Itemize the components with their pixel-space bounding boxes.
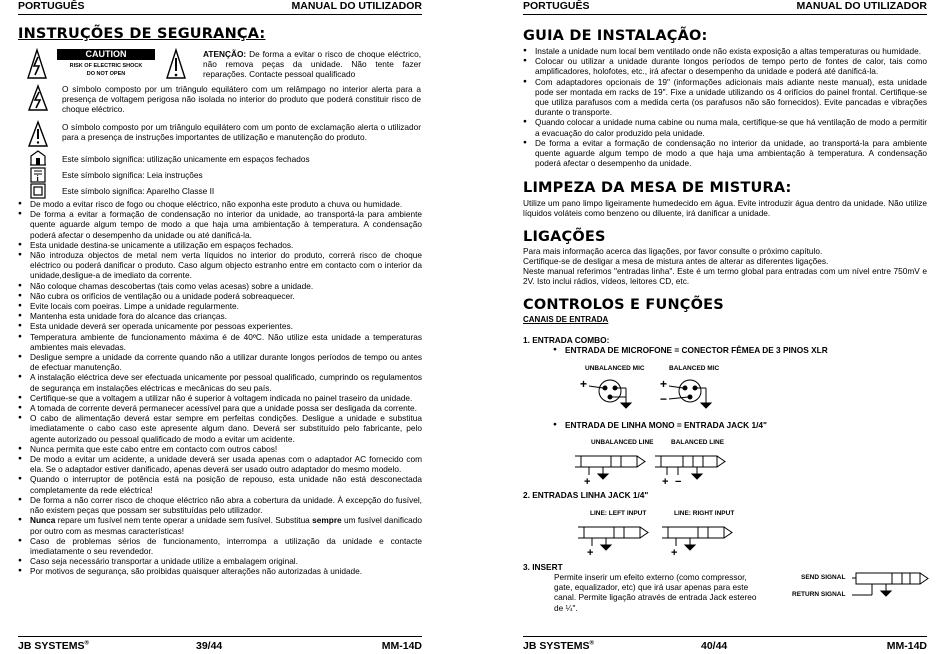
page-header [523, 0, 927, 15]
connections-line-1: Para mais informação acerca das ligações, por favor consulte o próximo capítulo. [523, 246, 823, 256]
safety-title: INSTRUÇÕES DE SEGURANÇA: [18, 26, 266, 42]
footer-brand-text: JB SYSTEMS [523, 640, 590, 652]
header-language: PORTUGUÊS [18, 0, 85, 12]
right-page [475, 0, 950, 654]
connections-title: LIGAÇÕES [523, 229, 606, 245]
safety-bullet-list [18, 199, 422, 577]
insert-jack-diagram [852, 565, 938, 610]
connections-line-3: Neste manual referimos "entradas linha". Este é um termo global para entradas com um nível entre 750mV e 2V. Isto inclui rádios, vídeos, leitores CD, etc. [523, 266, 927, 287]
install-bullet-list [523, 46, 927, 168]
list-item: ● Quando colocar a unidade numa cabine ou numa mala, certifique-se que há ventilação de modo a permitir a evacuação do calor produzido pela unidade. [523, 117, 927, 137]
sempre-word: sempre [312, 515, 342, 526]
footer-brand [18, 640, 89, 652]
footer-model: MM-14D [381, 640, 422, 652]
svg-text:+: + [671, 547, 678, 557]
insert-text: Permite inserir um efeito externo (como compressor, gate, equalizador, etc) que irá usar apenas para este canal. Permite ligação através de entrada Jack estereo de ¼". [554, 572, 757, 613]
header-title: MANUAL DO UTILIZADOR [291, 0, 422, 12]
list-item: ● Por motivos de segurança, são proibidas quaisquer alterações não autorizadas à unidade. [18, 566, 422, 576]
list-item: ● Instale a unidade num local bem ventilado onde não exista exposição a altas temperaturas ou humidade. [523, 46, 927, 56]
list-item: ● De forma a evitar a formação de condensação no interior da unidade, ao transportá-la para ambiente quente aguarde algum tempo de modo a que haja uma ambientação à temperatura. A condensação poderá afectar o desempenho da unidade. [523, 138, 927, 169]
combo-line-item: ● ENTRADA DE LINHA MONO = ENTRADA JACK 1/4" [553, 420, 913, 430]
footer-brand [523, 640, 594, 652]
fuse-text-2: um fusível danificado por outro com as mesmas características! [30, 515, 423, 536]
lightning-warning-icon [28, 84, 48, 117]
atencao-text: De forma a evitar o risco de choque eléctrico, não remova peças da unidade. Não tente fazer reparações. Contacte pessoal qualificado [203, 49, 421, 80]
list-item: ● Caso seja necessário transportar a unidade utilize a embalagem original. [18, 556, 422, 566]
list-item-fuse [18, 515, 422, 535]
list-item: ● Não cubra os orifícios de ventilação ou a unidade poderá sobreaquecer. [18, 291, 422, 301]
list-item: ● Colocar ou utilizar a unidade durante longos períodos de tempo perto de fontes de calor, tais como amplificadores, holofotes, etc., irá afectar o desempenho da unidade e poderá até danificá-la. [523, 56, 927, 76]
list-item: ● Caso de problemas sérios de funcionamento, interrompa a utilização da unidade e contacte imediatamente o seu revendedor. [18, 536, 422, 556]
list-item: ● Com adaptadores opcionais de 19" (informações adicionais mais adiante neste manual), esta unidade pode ser montada em racks de 19". Fixe a unidade utilizando os 4 orifícios do painel frontal. Certifique-se que utiliza parafusos com a medida certa (os parafusos não são fornecidos). Evite pancadas e vibrações durante o transporte. [523, 77, 927, 118]
jack-inputs-title: 2. ENTRADAS LINHA JACK 1/4" [523, 490, 649, 500]
line-right-input-label: LINE: RIGHT INPUT [674, 510, 735, 517]
list-item: ● A instalação eléctrica deve ser efectuada unicamente por pessoal qualificado, cumprindo os regulamentos de segurança em instalações eléctricas e mecânicas do seu país. [18, 372, 422, 392]
caution-label [26, 47, 186, 82]
list-item: ● A tomada de corrente deverá permanecer acessível para que a unidade possa ser desligada da corrente. [18, 403, 422, 413]
controls-title: CONTROLOS E FUNÇÕES [523, 297, 724, 313]
line-jack-diagram [578, 519, 748, 562]
cleaning-title: LIMPEZA DA MESA DE MISTURA: [523, 180, 792, 196]
line-left-input-label: LINE: LEFT INPUT [590, 510, 647, 517]
nunca-word: Nunca [30, 515, 56, 526]
list-item: ● De forma a evitar a formação de condensação no interior da unidade, ao transportá-la para ambiente quente aguarde algum tempo de modo a que haja uma ambientação à temperatura. A condensação poderá afectar o desempenho da unidade ou até danificá-la. [18, 209, 422, 240]
exclamation-warning-icon [28, 120, 48, 153]
list-item: ● Esta unidade destina-se unicamente a utilização em espaços fechados. [18, 240, 422, 250]
read-symbol-text: Este símbolo significa: Leia instruções [62, 170, 203, 180]
svg-text:i: i [36, 174, 39, 183]
svg-text:+: + [580, 377, 588, 391]
combo-mic-list [553, 345, 913, 355]
list-item: ● De modo a evitar risco de fogo ou choque eléctrico, não exponha este produto a chuva ou humidade. [18, 199, 422, 209]
balanced-mic-label: BALANCED MIC [669, 365, 720, 372]
page-footer [18, 636, 422, 653]
return-signal-label: RETURN SIGNAL [792, 591, 846, 598]
send-signal-label: SEND SIGNAL [801, 574, 846, 581]
connections-line-2: Certifique-se de desligar a mesa de mistura antes de alterar as diferentes ligações. [523, 256, 829, 266]
insert-title: 3. INSERT [523, 562, 563, 572]
exclamation-symbol-text: O símbolo composto por um triângulo equilátero com um ponto de exclamação alerta o utilizador para a presença de instruções importantes de utilização e manutenção do produto. [62, 122, 421, 143]
svg-text:+: + [584, 476, 591, 486]
caution-line2: DO NOT OPEN [86, 71, 126, 77]
list-item: ● Não coloque chamas descobertas (tais como velas acesas) sobre a unidade. [18, 281, 422, 291]
list-item: ● De forma a não correr risco de choque eléctrico não abra a cobertura da unidade. À excepção do fusível, não existem peças que possam ser substituídas pelo utilizador. [18, 495, 422, 515]
caution-line1: RISK OF ELECTRIC SHOCK [69, 63, 143, 69]
footer-page-number: 39/44 [196, 640, 223, 652]
footer-page-number: 40/44 [701, 640, 728, 652]
combo-mic-item: ● ENTRADA DE MICROFONE = CONECTOR FÊMEA DE 3 PINOS XLR [553, 345, 913, 355]
header-title: MANUAL DO UTILIZADOR [796, 0, 927, 12]
list-item: ● Não introduza objectos de metal nem verta líquidos no interior do produto, correrá risco de choque eléctrico ou poderá danificar o produto. Caso algum objecto estranho entre em contacto com o interior da unidade,desligue-a de imediato da corrente. [18, 250, 422, 281]
svg-text:+: + [662, 476, 669, 486]
list-item: ● Mantenha esta unidade fora do alcance das crianças. [18, 311, 422, 321]
class-ii-symbol-text: Este símbolo significa: Aparelho Classe II [62, 186, 215, 196]
caution-title: CAUTION [85, 49, 127, 59]
indoor-symbol-text: Este símbolo significa: utilização unicamente em espaços fechados [62, 154, 310, 164]
list-item: ● Desligue sempre a unidade da corrente quando não a utilizar durante longos períodos de tempo ou antes de efectuar manutenção. [18, 352, 422, 372]
unbalanced-mic-label: UNBALANCED MIC [585, 365, 645, 372]
svg-text:+: + [660, 377, 668, 391]
list-item: ● Nunca permita que este cabo entre em contacto com outros cabos! [18, 444, 422, 454]
list-item: ● De modo a evitar um acidente, a unidade deverá ser usada apenas com o adaptador AC fornecido com ela. Se o adaptador estiver danificado, apenas deverá ser usado outro adaptador do mesmo modelo. [18, 454, 422, 474]
list-item: ● Evite locais com poeiras. Limpe a unidade regularmente. [18, 301, 422, 311]
install-title: GUIA DE INSTALAÇÃO: [523, 28, 708, 44]
footer-registered-mark: ® [589, 640, 594, 647]
atencao-paragraph [203, 49, 421, 80]
list-item: ● Certifique-se que a voltagem a utilizar não é superior à voltagem indicada no painel traseiro da unidade. [18, 393, 422, 403]
xlr-connector-diagram [578, 373, 728, 418]
balanced-line-label: BALANCED LINE [671, 439, 725, 446]
footer-brand-text: JB SYSTEMS [18, 640, 85, 652]
svg-text:−: − [675, 476, 682, 486]
fuse-text-1: repare um fusível nem tente operar a unidade sem fusível. Substitua [55, 515, 313, 526]
svg-text:+: + [587, 547, 594, 557]
atencao-label: ATENÇÃO: [203, 49, 247, 59]
header-language: PORTUGUÊS [523, 0, 590, 12]
page-footer [523, 636, 927, 653]
list-item: ● O cabo de alimentação deverá estar sempre em perfeitas condições. Desligue a unidade e substitua imediatamente o cabo caso este apresente algum dano. Deverá ser substituído pelo fabricante, pelo agente autorizado ou pessoal qualificado de modo a evitar um acidente. [18, 413, 422, 444]
unbalanced-line-label: UNBALANCED LINE [591, 439, 654, 446]
footer-registered-mark: ® [84, 640, 89, 647]
lightning-symbol-text: O símbolo composto por um triângulo equilátero com um relâmpago no interior alerta para a presença de voltagem perigosa não isolada no interior do produto que poderá constituir risco de choque eléctrico. [62, 84, 421, 115]
svg-text:−: − [660, 392, 668, 406]
page-header [18, 0, 422, 15]
list-item: ● Temperatura ambiente de funcionamento máxima é de 40ºC. Não utilize esta unidade a temperaturas ambientes mais elevadas. [18, 332, 422, 352]
list-item: ● Quando o interruptor de potência está na posição de repouso, esta unidade não está desconectada completamente da rede eléctrica! [18, 474, 422, 494]
footer-model: MM-14D [886, 640, 927, 652]
list-item: ● Esta unidade deverá ser operada unicamente por pessoas experientes. [18, 321, 422, 331]
combo-input-title: 1. ENTRADA COMBO: [523, 335, 610, 345]
jack-connector-diagram [575, 448, 745, 491]
cleaning-text: Utilize um pano limpo ligeiramente humedecido em água. Evite introduzir água dentro da unidade. Não utilize líquidos voláteis como benzeno ou diluente, irá danificar a unidade. [523, 198, 927, 219]
combo-line-list [553, 420, 913, 430]
input-channels-subtitle: CANAIS DE ENTRADA [523, 315, 609, 324]
